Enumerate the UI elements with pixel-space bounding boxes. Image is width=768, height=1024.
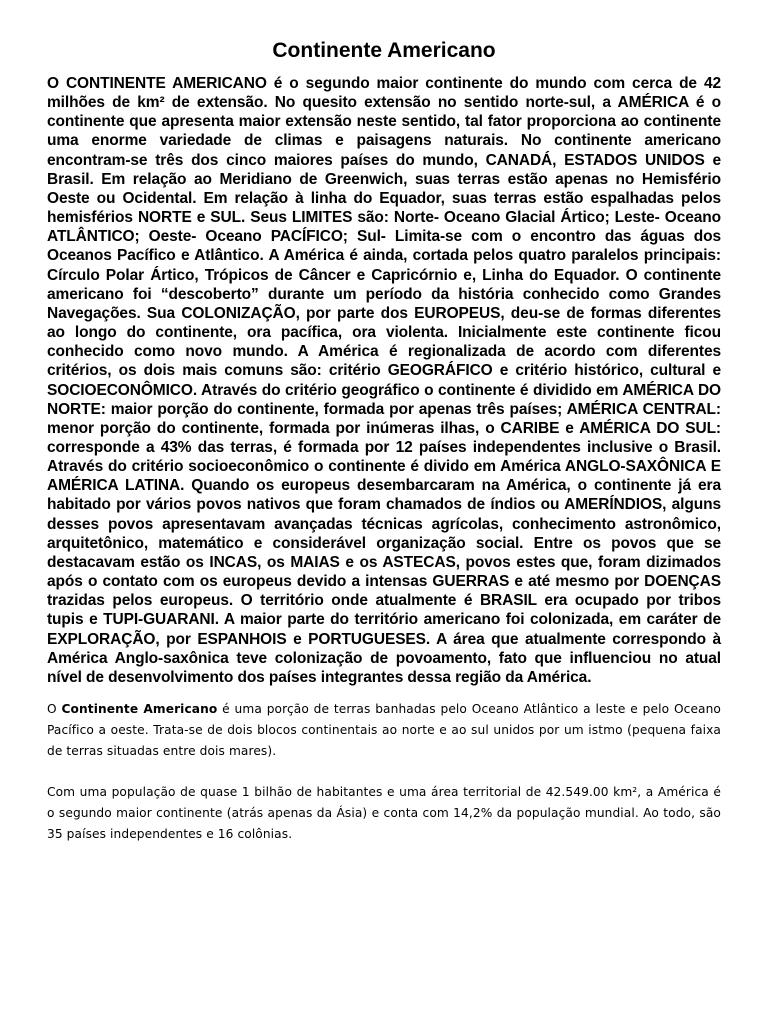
definition-prefix: O	[47, 702, 62, 716]
definition-bold-term: Continente Americano	[61, 702, 218, 716]
main-paragraph: O CONTINENTE AMERICANO é o segundo maior continente do mundo com cerca de 42 milhões de km² de extensão. No quesito extensão no sentido norte-sul, a AMÉRICA é o continente que apresenta maior extensão neste sentido, tal fator proporciona ao continente uma enorme variedade de climas e paisagens naturais. No continente americano encontram-se três dos cinco maiores países do mundo, CANADÁ, ESTADOS UNIDOS e Brasil. Em relação ao Meridiano de Greenwich, suas terras estão apenas no Hemisfério Oeste ou Ocidental. Em relação à linha do Equador, suas terras estão espalhadas pelos hemisférios NORTE e SUL. Seus LIMITES são: Norte- Oceano Glacial Ártico; Leste- Oceano ATLÂNTICO; Oeste- Oceano PACÍFICO; Sul- Limita-se com o encontro das águas dos Oceanos Pacífico e Atlântico. A América é ainda, cortada pelos quatro paralelos principais: Círculo Polar Ártico, Trópicos de Câncer e Capricórnio e, Linha do Equador. O continente americano foi “descoberto” durante um período da história conhecido como Grandes Navegações. Sua COLONIZAÇÃO, por parte dos EUROPEUS, deu-se de formas diferentes ao longo do continente, ora pacífica, ora violenta. Inicialmente este continente ficou conhecido como novo mundo. A América é regionalizada de acordo com diferentes critérios, os dois mais comuns são: critério GEOGRÁFICO e critério histórico, cultural e SOCIOECONÔMICO. Através do critério geográfico o continente é dividido em AMÉRICA DO NORTE: maior porção do continente, formada por apenas três países; AMÉRICA CENTRAL: menor porção do continente, formada por inúmeras ilhas, o CARIBE e AMÉRICA DO SUL: corresponde a 43% das terras, é formada por 12 países independentes inclusive o Brasil. Através do critério socioeconômico o continente é divido em América ANGLO-SAXÔNICA E AMÉRICA LATINA. Quando os europeus desembarcaram na América, o continente já era habitado por vários povos nativos que foram chamados de índios ou AMERÍNDIOS, alguns desses povos apresentavam avançadas técnicas agrícolas, conhecimento astronômico, arquitetônico, matemático e considerável organização social. Entre os povos que se destacavam estão os INCAS, os MAIAS e os ASTECAS, povos estes que, foram dizimados após o contato com os europeus devido a intensas GUERRAS e até mesmo por DOENÇAS trazidas pelos europeus. O território onde atualmente é BRASIL era ocupado por tribos tupis e TUPI-GUARANI. A maior parte do território americano foi colonizada, em caráter de EXPLORAÇÃO, por ESPANHOIS e PORTUGUESES. A área que atualmente correspondo à América Anglo-saxônica teve colonização de povoamento, fato que influenciou no atual nível de desenvolvimento dos países integrantes dessa região da América.	[47, 75, 721, 686]
document-title: Continente Americano	[272, 39, 496, 62]
definition-rest: é uma porção de terras banhadas pelo Oceano Atlântico a leste e pelo Oceano Pacífico a oeste. Trata-se de dois blocos continentais ao norte e ao sul unidos por um istmo (pequena faixa de terras situadas entre dois mares).	[47, 702, 721, 758]
population-paragraph: Com uma população de quase 1 bilhão de habitantes e uma área territorial de 42.549.00 km², a América é o segundo maior continente (atrás apenas da Ásia) e conta com 14,2% da população mundial. Ao todo, são 35 países independentes e 16 colônias.	[47, 785, 721, 841]
document-page	[47, 38, 721, 845]
definition-paragraph	[47, 699, 721, 762]
